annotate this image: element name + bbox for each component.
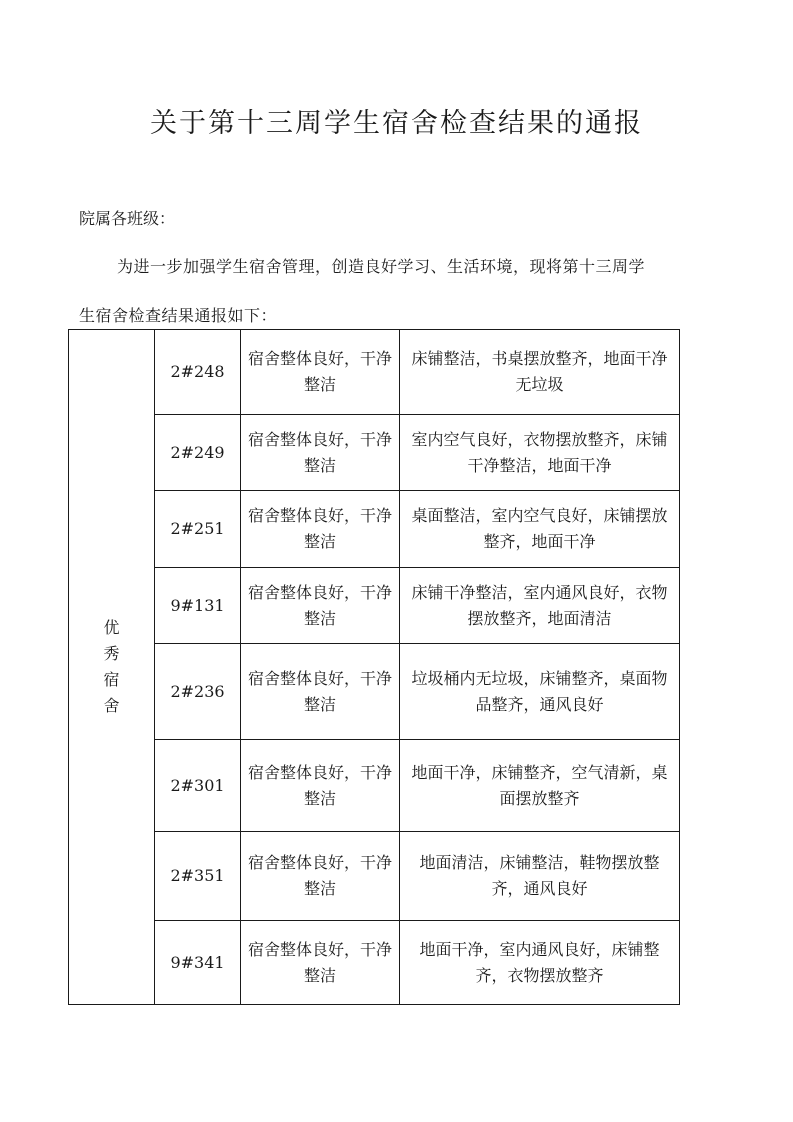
table-row [69, 832, 680, 921]
table-row [69, 740, 680, 832]
overall-assessment: 宿舍整体良好，干净整洁 [241, 491, 400, 568]
table-row [69, 568, 680, 644]
overall-assessment: 宿舍整体良好，干净整洁 [241, 832, 400, 921]
table-row [69, 921, 680, 1005]
detail-assessment: 地面干净，室内通风良好，床铺整齐，衣物摆放整齐 [400, 921, 680, 1005]
table-row [69, 415, 680, 491]
table-row [69, 644, 680, 740]
salutation: 院属各班级： [79, 209, 176, 228]
detail-assessment: 垃圾桶内无垃圾，床铺整齐，桌面物品整齐，通风良好 [400, 644, 680, 740]
room-number: 2#301 [155, 740, 241, 832]
detail-assessment: 床铺干净整洁，室内通风良好，衣物摆放整齐，地面清洁 [400, 568, 680, 644]
category-label: 优秀宿舍 [103, 618, 120, 715]
overall-assessment: 宿舍整体良好，干净整洁 [241, 644, 400, 740]
detail-assessment: 地面干净，床铺整齐，空气清新，桌面摆放整齐 [400, 740, 680, 832]
dormitory-results-table [68, 329, 680, 1005]
document-title: 关于第十三周学生宿舍检查结果的通报 [150, 108, 643, 139]
detail-assessment: 地面清洁，床铺整洁，鞋物摆放整齐，通风良好 [400, 832, 680, 921]
overall-assessment: 宿舍整体良好，干净整洁 [241, 740, 400, 832]
room-number: 2#248 [155, 330, 241, 415]
intro-paragraph-line-1: 为进一步加强学生宿舍管理，创造良好学习、生活环境，现将第十三周学 [117, 257, 646, 276]
room-number: 2#236 [155, 644, 241, 740]
overall-assessment: 宿舍整体良好，干净整洁 [241, 921, 400, 1005]
detail-assessment: 桌面整洁，室内空气良好，床铺摆放整齐，地面干净 [400, 491, 680, 568]
table-row [69, 330, 680, 415]
overall-assessment: 宿舍整体良好，干净整洁 [241, 568, 400, 644]
overall-assessment: 宿舍整体良好，干净整洁 [241, 330, 400, 415]
room-number: 2#249 [155, 415, 241, 491]
room-number: 9#131 [155, 568, 241, 644]
intro-paragraph-line-2: 生宿舍检查结果通报如下： [79, 306, 278, 325]
room-number: 9#341 [155, 921, 241, 1005]
room-number: 2#251 [155, 491, 241, 568]
detail-assessment: 室内空气良好，衣物摆放整齐，床铺干净整洁，地面干净 [400, 415, 680, 491]
room-number: 2#351 [155, 832, 241, 921]
overall-assessment: 宿舍整体良好，干净整洁 [241, 415, 400, 491]
table-row [69, 491, 680, 568]
category-cell [69, 330, 155, 1005]
detail-assessment: 床铺整洁，书桌摆放整齐，地面干净无垃圾 [400, 330, 680, 415]
